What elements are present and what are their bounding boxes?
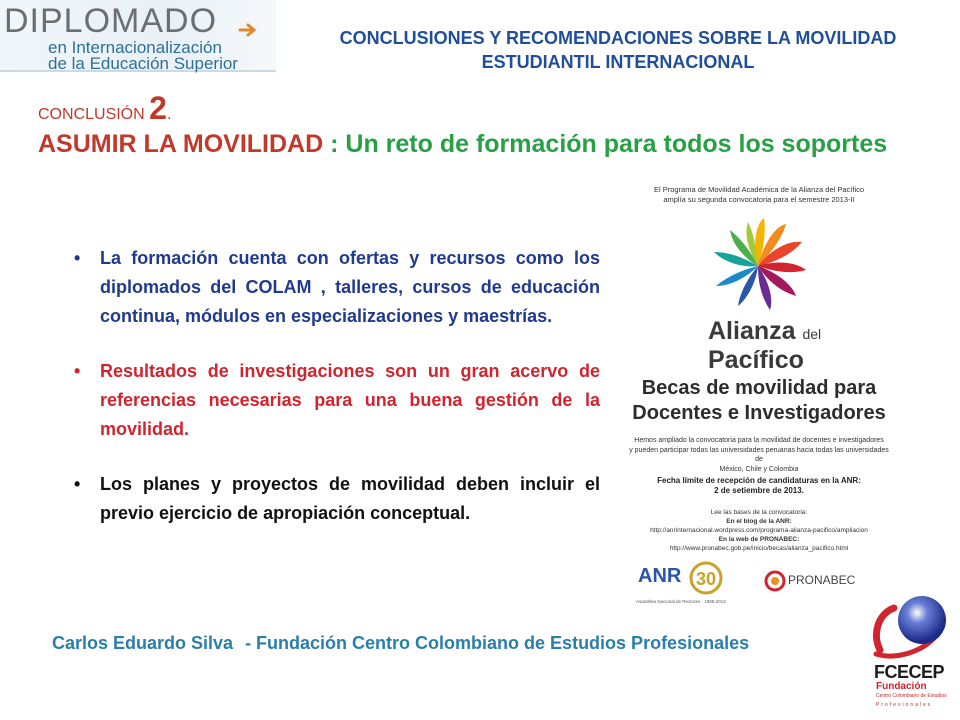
poster-intro-line-2: amplía su segunda convocatoria para el semestre 2013-II <box>663 195 855 204</box>
bullet-dot-icon: • <box>74 361 81 381</box>
fcecep-logo <box>866 590 960 720</box>
poster-web-label: En la web de PRONABEC: <box>718 536 800 543</box>
alianza-del: del <box>802 326 822 342</box>
logo-line-2: de la Educación Superior <box>48 54 238 73</box>
alianza-pacifico-emblem-icon <box>700 216 816 316</box>
fcecep-sub3: Profesionales <box>876 702 933 708</box>
footer-org: - Fundación Centro Colombiano de Estudios Profesionales <box>245 633 750 653</box>
poster-title-line-2: Docentes e Investigadores <box>632 402 886 424</box>
conclusion-label <box>38 90 171 127</box>
poster-title-line-1: Becas de movilidad para <box>641 377 877 399</box>
heading-red-part: ASUMIR LA MOVILIDAD <box>38 130 324 158</box>
diplomado-logo <box>0 0 276 72</box>
arrow-icon <box>238 22 258 38</box>
poster-body-line-1: Hemos ampliado la convocatoria para la movilidad de docentes e investigadores <box>634 437 884 444</box>
pronabec-logo-icon <box>764 570 786 592</box>
svg-text:ANR: ANR <box>638 565 682 587</box>
bullet-dot-icon: • <box>74 248 81 268</box>
alianza-logo-text <box>708 318 821 373</box>
poster-body-line-3: México, Chile y Colombia <box>719 465 799 473</box>
fcecep-sub: Fundación <box>876 681 927 692</box>
poster-intro <box>624 185 894 205</box>
scholarship-poster <box>624 180 894 610</box>
fcecep-sub2 <box>876 693 947 699</box>
poster-body-line-2: y pueden participar todas las universidades peruanas hacia todas las universidades de <box>629 446 889 463</box>
bullet-item <box>72 244 600 331</box>
svg-text:30: 30 <box>696 569 717 589</box>
bullet-dot-icon: • <box>74 474 81 494</box>
poster-intro-line-1: El Programa de Movilidad Académica de la Alianza del Pacífico <box>653 185 865 194</box>
poster-links <box>624 508 894 553</box>
logo-word: DIPLOMADO <box>4 2 218 40</box>
conclusion-word: CONCLUSIÓN <box>38 106 145 123</box>
page-title-line-2: ESTUDIANTIL INTERNACIONAL <box>481 52 755 72</box>
poster-deadline-line-2: 2 de setiembre de 2013. <box>714 486 804 495</box>
bullet-text: La formación cuenta con ofertas y recursos como los diplomados del COLAM , talleres, cursos de educación continua, módulos en especializaciones y maestrías. <box>100 248 600 326</box>
alianza-word: Alianza <box>708 317 796 345</box>
anr-30-logo-icon <box>636 560 728 600</box>
footer-author: Carlos Eduardo Silva <box>52 633 234 653</box>
fcecep-sphere-icon <box>866 590 960 662</box>
heading-green-part: : Un reto de formación para todos los soportes <box>323 130 888 158</box>
poster-blog-url[interactable]: http://anrinternacional.wordpress.com/programa-alianza-pacifico/ampliacion <box>650 527 868 534</box>
bullet-list <box>72 244 600 528</box>
poster-title <box>624 376 894 426</box>
alianza-pacifico: Pacífico <box>708 346 804 374</box>
bullet-text: Resultados de investigaciones son un gran acervo de referencias necesarias para una buena gestión de la movilidad. <box>100 361 600 439</box>
conclusion-number: 2 <box>149 90 167 126</box>
pronabec-text: PRONABEC <box>788 573 856 587</box>
fcecep-sub2-text: Centro Colombiano de Estudios <box>876 693 947 699</box>
poster-blog-label: En el blog de la ANR: <box>726 518 792 525</box>
poster-deadline <box>624 476 894 496</box>
conclusion-number-suffix: . <box>166 106 172 123</box>
poster-body <box>628 436 890 474</box>
page-title <box>276 26 960 74</box>
conclusion-heading <box>38 130 958 159</box>
footer-credit <box>52 633 749 654</box>
logo-line-1: en Internacionalización <box>48 38 222 57</box>
anr-caption: Asamblea Nacional de Rectores · 1995-2013 <box>636 599 726 604</box>
bullet-item <box>72 357 600 444</box>
fcecep-name: FCECEP <box>874 662 945 682</box>
poster-links-intro: Lee las bases de la convocatoria: <box>710 509 808 516</box>
poster-deadline-line-1: Fecha límite de recepción de candidaturas en la ANR: <box>657 476 861 485</box>
page-title-line-1: CONCLUSIONES Y RECOMENDACIONES SOBRE LA MOVILIDAD <box>339 28 897 48</box>
bullet-item <box>72 470 600 528</box>
poster-web-url[interactable]: http://www.pronabec.gob.pe/inicio/becas/alianza_pacifico.html <box>669 545 849 552</box>
bullet-text: Los planes y proyectos de movilidad deben incluir el previo ejercicio de apropiación conceptual. <box>100 474 600 523</box>
